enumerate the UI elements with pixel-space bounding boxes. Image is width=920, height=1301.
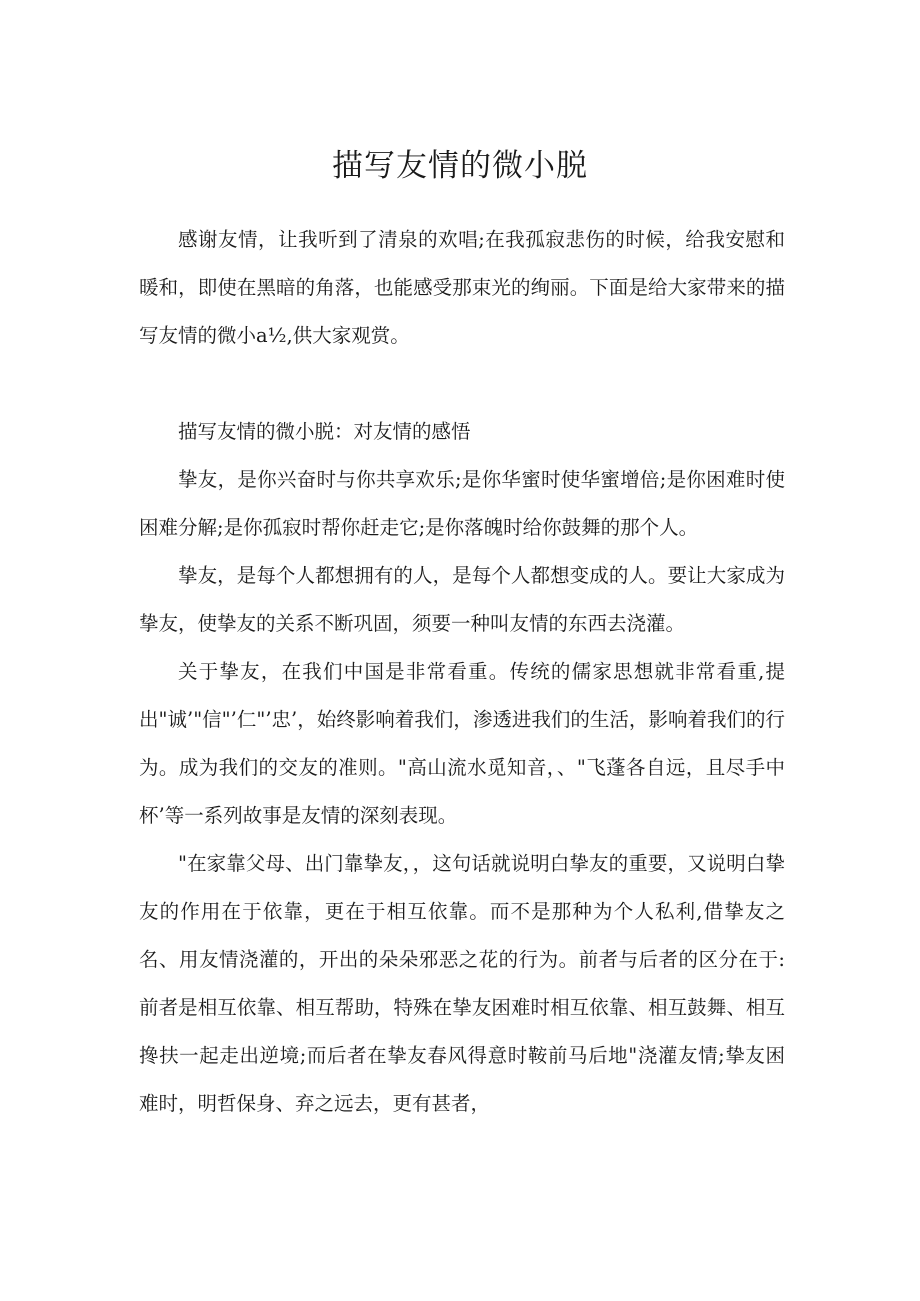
paragraph: "在家靠父母、出门靠挚友，，这句话就说明白挚友的重要，又说明白挚友的作用在于依靠，更在于相互依靠。而不是那种为个人私利,借挚友之名、用友情浇灌的，开出的朵朵邪恶之花的行为。前者与后者的区分在于:前者是相互依靠、相互帮助，特殊在挚友困难时相互依靠、相互鼓舞、相互搀扶一起走出逆境;而后者在挚友春风得意时鞍前马后地"浇灌友情;挚友困难时，明哲保身、弃之远去，更有甚者， [139,852,785,1115]
document-title: 描写友情的微小脱 [332,148,588,184]
paragraph-intro: 感谢友情，让我听到了清泉的欢唱;在我孤寂悲伤的时候，给我安慰和暖和，即使在黑暗的角落，也能感受那束光的绚丽。下面是给大家带来的描写友情的微小a½,供大家观赏。 [139,228,785,347]
paragraph: 挚友，是你兴奋时与你共享欢乐;是你华蜜时使华蜜增倍;是你困难时使困难分解;是你孤寂时帮你赶走它;是你落魄时给你鼓舞的那个人。 [139,468,785,539]
paragraph: 关于挚友，在我们中国是非常看重。传统的儒家思想就非常看重,提出"诚’"信"’仁"’忠’，始终影响着我们，渗透进我们的生活，影响着我们的行为。成为我们的交友的准则。"高山流水觅知音，、"飞蓬各自远，且尽手中杯’等一系列故事是友情的深刻表现。 [139,660,785,827]
document-body [139,216,785,1128]
section-heading: 描写友情的微小脱：对友情的感悟 [178,420,471,443]
paragraph: 挚友，是每个人都想拥有的人，是每个人都想变成的人。要让大家成为挚友，使挚友的关系不断巩固，须要一种叫友情的东西去浇灌。 [139,564,785,635]
